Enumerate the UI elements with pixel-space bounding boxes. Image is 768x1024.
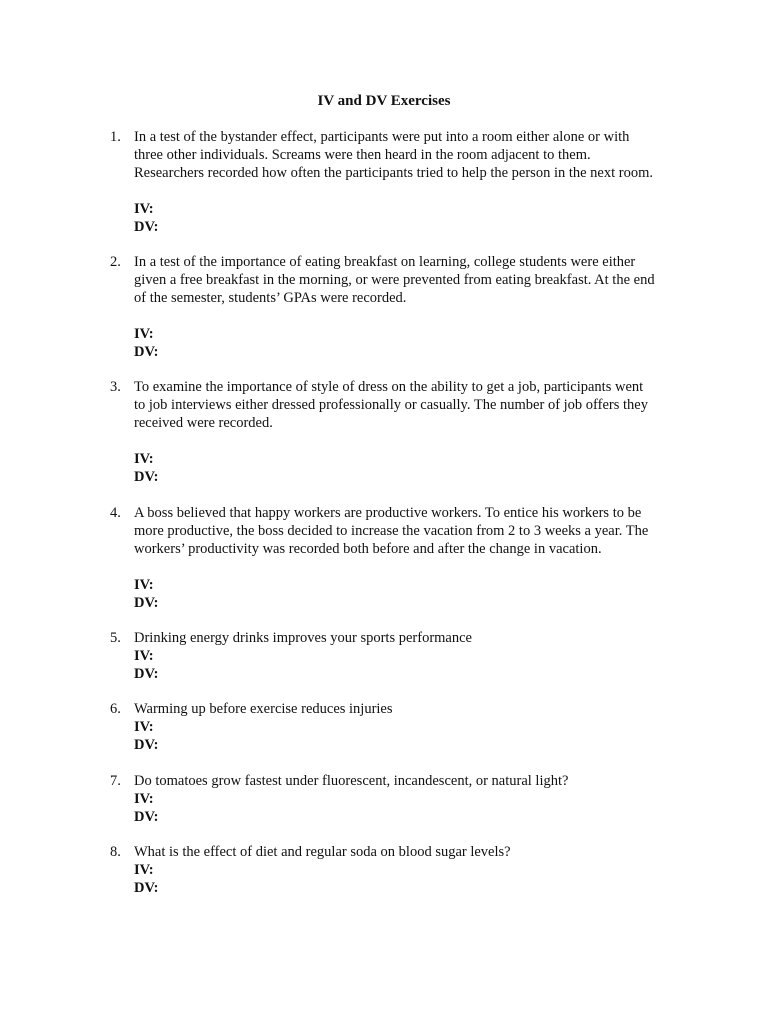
dv-label: DV: xyxy=(134,344,159,360)
question-text-line: Warming up before exercise reduces injuries xyxy=(134,701,393,717)
question-number: 2. xyxy=(110,254,121,270)
iv-label: IV: xyxy=(134,862,154,878)
question-text-line: of the semester, students’ GPAs were recorded. xyxy=(134,290,407,306)
iv-label: IV: xyxy=(134,791,154,807)
question-number: 1. xyxy=(110,129,121,145)
question-number: 5. xyxy=(110,630,121,646)
page-title: IV and DV Exercises xyxy=(317,93,451,109)
question-text-line: three other individuals. Screams were then heard in the room adjacent to them. xyxy=(134,147,591,163)
question-text-line: more productive, the boss decided to increase the vacation from 2 to 3 weeks a year. The xyxy=(134,523,649,539)
question-text-line: workers’ productivity was recorded both before and after the change in vacation. xyxy=(134,541,602,557)
dv-label: DV: xyxy=(134,595,159,611)
iv-label: IV: xyxy=(134,648,154,664)
question-text-line: to job interviews either dressed professionally or casually. The number of job offers they xyxy=(134,397,648,413)
question-text-line: What is the effect of diet and regular soda on blood sugar levels? xyxy=(134,844,511,860)
question-3 xyxy=(110,378,690,486)
iv-label: IV: xyxy=(134,719,154,735)
iv-label: IV: xyxy=(134,451,154,467)
question-5 xyxy=(110,629,690,683)
question-number: 7. xyxy=(110,773,121,789)
dv-label: DV: xyxy=(134,809,159,825)
dv-label: DV: xyxy=(134,219,159,235)
question-text-line: In a test of the importance of eating breakfast on learning, college students were either xyxy=(134,254,636,270)
question-text-line: A boss believed that happy workers are productive workers. To entice his workers to be xyxy=(134,505,642,521)
dv-label: DV: xyxy=(134,469,159,485)
question-6 xyxy=(110,700,690,754)
iv-label: IV: xyxy=(134,577,154,593)
question-7 xyxy=(110,772,690,826)
iv-label: IV: xyxy=(134,326,154,342)
question-text-line: given a free breakfast in the morning, or were prevented from eating breakfast. At the end xyxy=(134,272,655,288)
question-number: 6. xyxy=(110,701,121,717)
question-text-line: received were recorded. xyxy=(134,415,273,431)
dv-label: DV: xyxy=(134,880,159,896)
question-number: 4. xyxy=(110,505,121,521)
question-1 xyxy=(110,128,690,236)
question-number: 8. xyxy=(110,844,121,860)
dv-label: DV: xyxy=(134,737,159,753)
question-8 xyxy=(110,843,690,897)
question-4 xyxy=(110,504,690,612)
question-text-line: To examine the importance of style of dress on the ability to get a job, participants went xyxy=(134,379,644,395)
question-text-line: Drinking energy drinks improves your sports performance xyxy=(134,630,472,646)
question-text-line: Researchers recorded how often the participants tried to help the person in the next room. xyxy=(134,165,654,181)
dv-label: DV: xyxy=(134,666,159,682)
iv-label: IV: xyxy=(134,201,154,217)
question-2 xyxy=(110,253,690,361)
question-number: 3. xyxy=(110,379,121,395)
question-text-line: In a test of the bystander effect, participants were put into a room either alone or with xyxy=(134,129,630,145)
question-text-line: Do tomatoes grow fastest under fluorescent, incandescent, or natural light? xyxy=(134,773,569,789)
